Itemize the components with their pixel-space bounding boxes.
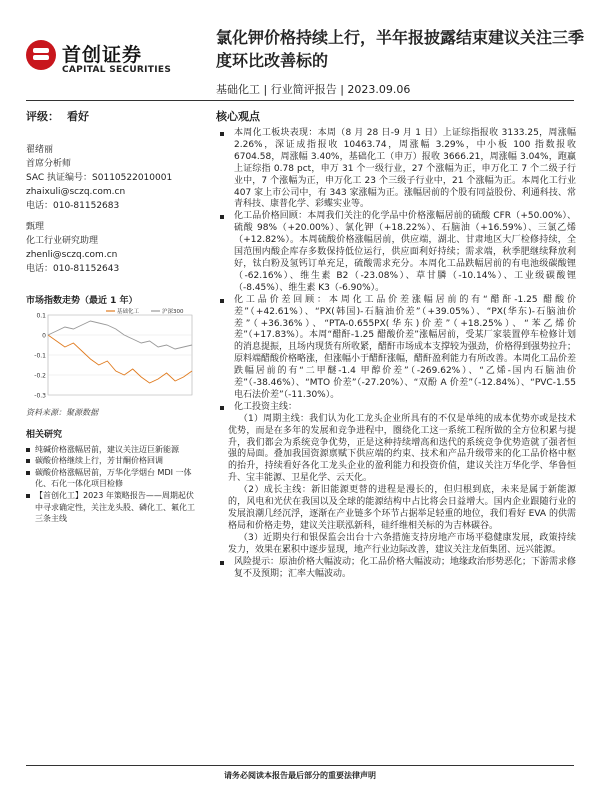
analyst-name: 翟绪丽: [26, 145, 54, 155]
risk-warning: 风险提示：原油价格大幅波动；化工品价格大幅波动；地缘政治形势恶化；下游需求修复不及预期；汇率大幅波动。: [228, 557, 576, 581]
analyst-title: 化工行业研究助理: [26, 236, 99, 246]
y-tick-label: 0.1: [36, 312, 46, 320]
analyst-name: 甄理: [26, 222, 45, 232]
analyst-sac: SAC 执证编号：S0110522010001: [26, 173, 173, 183]
legend-label: 基础化工: [117, 309, 140, 315]
report-title: 氯化钾价格持续上行，半年报披露结束建议关注三季度环比改善标的: [216, 28, 585, 70]
y-tick-label: -0.3: [34, 392, 46, 400]
investment-growth: （2）成长主线：新旧能源更替的进程是漫长的，但归根到底，未来是属于新能源的，风电和光伏在我国以及全球的能源结构中占比将会日益增大。国内企业跟随行业的发展浪潮几经沉浮，逐渐在产业链多个环节占据举足轻重的地位，我们看好 EVA 的供需格局和价格走势，建议关注联泓新科，硅纤维相关标的为吉林碳谷。: [228, 485, 576, 531]
chart-source: 资料来源：聚源数据: [26, 408, 98, 417]
related-item[interactable]: 碳酸价格涨幅居前，万华化学烟台 MDI 一体化、石化一体化项目检修: [26, 467, 196, 490]
section-performance: 本周化工板块表现：本周（8 月 28 日-9 月 1 日）上证综指报收 3133.25，周涨幅 2.26%，深证成指报收 10463.74，周涨幅 3.29%，中小板 100 指数报收 6704.58，周涨幅 3.40%，基础化工（申万）报收 3666.21，周涨幅 3.04%，跑赢上证综指 0.78 pct，申万 31 个一级行业，27 个涨幅为正，申万化工 7 个二级子行业中，7 个涨幅为正，申万化工 23 个三级子行业中，21 个涨幅为正。本周化工行业 407 家上市公司中，有 343 家涨幅为正。涨幅居前的个股有同益股份、利通科技、常青科技、康普化学、彩蝶实业等。: [228, 128, 576, 211]
series-line-0: [48, 335, 192, 383]
rating-value: 看好: [67, 110, 89, 123]
analyst-block-1: [26, 143, 196, 213]
section-price-review: 化工品价格回顾：本周我们关注的化学品中价格涨幅居前的硫酸 CFR（+50.00%）、硫酸 98%（+20.00%）、氯化钾（+18.22%）、石脑油（+16.59%）、三氯乙烯（+12.82%）。本周硫酸价格涨幅居前，供应端，湖北、甘肃地区大厂检修持续，全国范围内酸企库存多数保持低位运行，供应面利好持续；需求端，秋季肥继续释放利好，钛白粉及氢钙订单充足，硫酸需求充分。本周化工品跌幅居前的有电池级碳酸锂（-62.16%）、维生素 B2（-23.08%）、草甘膦（-10.14%）、工业级碳酸锂（-8.45%）、维生素 K3（-6.90%）。: [228, 211, 576, 294]
y-tick-label: -0.1: [34, 352, 46, 360]
report-subtitle: 基础化工 | 行业简评报告 | 2023.09.06: [216, 83, 411, 96]
y-tick-label: -0.2: [34, 372, 46, 380]
analyst-block-2: [26, 220, 196, 276]
section-investment-lines: 化工投资主线：: [228, 402, 576, 414]
rating: [26, 108, 89, 124]
investment-property: （3）近期央行和银保监会出台十六条措施支持房地产市场平稳健康发展，政策持续发力，效果在累积中逐步显现，地产行业边际改善，建议关注龙佰集团、远兴能源。: [228, 532, 576, 555]
analyst-title: 首席分析师: [26, 159, 72, 169]
analyst-phone: 电话：010-81152643: [26, 264, 120, 274]
y-tick-label: 0: [42, 332, 46, 340]
analyst-phone: 电话：010-81152683: [26, 201, 120, 211]
related-item[interactable]: 碳酸价格继续上行，芳甘酮价格回调: [26, 455, 196, 467]
related-research-title: 相关研究: [26, 430, 63, 440]
legend-label: 沪深300: [162, 309, 184, 315]
header-divider: [26, 100, 574, 101]
logo-name-cn: 首创证券: [62, 44, 143, 66]
rating-label: 评级：: [26, 110, 59, 123]
core-view-heading: 核心观点: [216, 110, 260, 123]
related-item[interactable]: 【首创化工】2023 年策略报告——周期起伏中寻求确定性，关注龙头股、磷化工、氟化工三条主线: [26, 490, 196, 525]
chart-title: 市场指数走势（最近 1 年）: [26, 296, 138, 306]
analyst-email[interactable]: zhenli@sczq.com.cn: [26, 250, 118, 260]
market-index-chart: [26, 305, 196, 403]
logo-name-en: CAPITAL SECURITIES: [62, 65, 172, 75]
company-logo: [26, 40, 196, 80]
related-research: [26, 430, 196, 525]
section-spread-review: 化工品价差回顾：本周化工品价差涨幅居前的有“醋酐-1.25 醋酸价差”（+42.61%）、“PX(韩国)-石脑油价差”（+39.05%）、“PX(华东)-石脑油价差”（+36.36%）、“PTA-0.655PX(华东)价差”（+18.25%）、“苯乙烯价差”（+17.83%）。本周“醋酐-1.25 醋酸价差”涨幅居前，受某厂家装置停车检修计划的消息提振，且场内现货有所收紧，醋酐市场成本支撑较为强劲，价格得到强势拉升；原料端醋酸价格略涨，但涨幅小于醋酐涨幅，醋酐盈利能力有所改善。本周化工品价差跌幅居前的有“二甲醚-1.4 甲醇价差”（-269.62%）、“乙烯-国内石脑油价差”（-38.46%）、“MTO 价差”（-27.20%）、“双酚 A 价差”（-12.84%）、“PVC-1.55 电石法价差”（-11.30%）。: [228, 295, 576, 402]
logo-mark-icon: [26, 40, 56, 70]
analyst-email[interactable]: zhaixuli@sczq.com.cn: [26, 187, 126, 197]
footer-divider: [26, 765, 574, 766]
footer-disclaimer: 请务必阅读本报告最后部分的重要法律声明: [224, 771, 376, 780]
related-item[interactable]: 纯碱价格涨幅居前，建议关注迈巨新能源: [26, 444, 196, 456]
main-body: [228, 128, 576, 580]
investment-cycle: （1）周期主线：我们认为化工龙头企业所具有的不仅是单纯的成本优势亦或是技术优势，而是在多年的发展和竞争进程中，圈绕化工这一系统工程所做的全方位积累与提升，我们都会为系统竞争优势，正是这种持续增高和迭代的系统竞争优势造就了强者恒强的局面。叠加我国资源禀赋下供应端的约束、技术和产品升级带来的化工品价格中枢的抬升，持续看好各化工龙头企业的盈利能力和投资价值，建议关注万华化学、华鲁恒升、宝丰能源、卫星化学、云天化。: [228, 413, 576, 484]
